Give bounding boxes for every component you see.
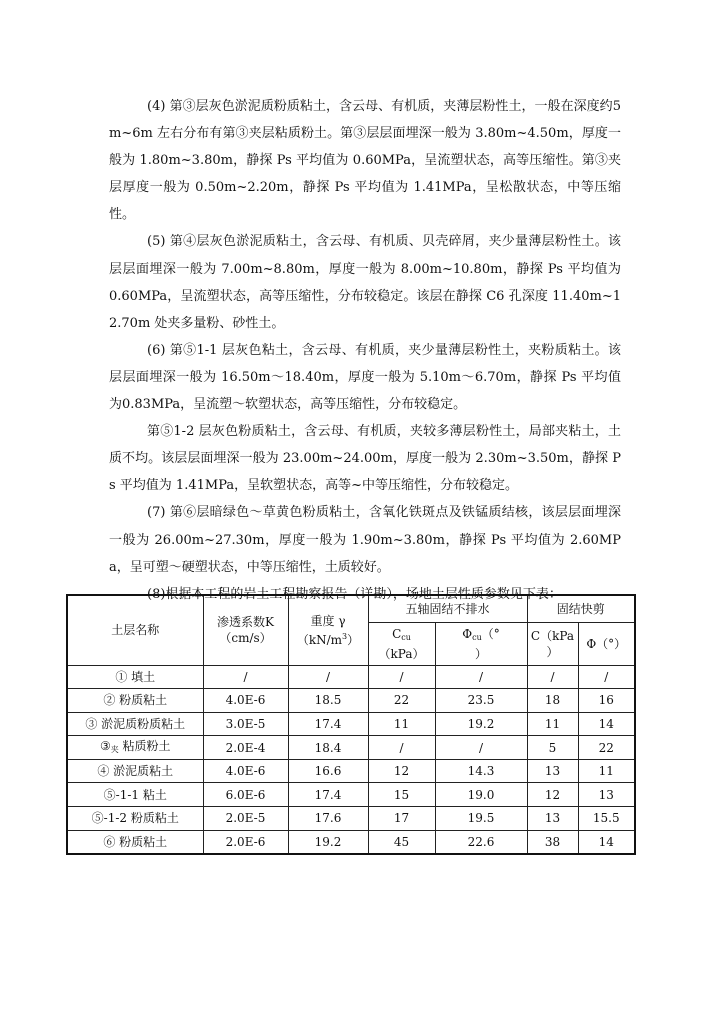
header-row-top <box>67 595 635 622</box>
phicu-sub: cu <box>472 632 482 642</box>
cell-k: 2.0E-4 <box>203 736 288 760</box>
cell-soil-name: ② 粉质粘土 <box>67 689 203 713</box>
cell-phicu: 14.3 <box>435 759 527 783</box>
ccu-letter: C <box>392 626 402 641</box>
unit-weight-unit-text: （kN/m <box>296 632 343 647</box>
cell-k: 2.0E-6 <box>203 830 288 854</box>
cell-soil-name: ⑤-1-2 粉质粘土 <box>67 807 203 831</box>
cell-phi: 11 <box>578 759 635 783</box>
soil-name-rest: 粘质粉土 <box>118 738 171 753</box>
cell-ccu: 12 <box>368 759 435 783</box>
cell-ccu: 11 <box>368 712 435 736</box>
unit-weight-unit-end: ） <box>347 632 360 647</box>
header-permeability-unit: （cm/s） <box>219 631 272 646</box>
cell-soil-name: ⑥ 粉质粘土 <box>67 830 203 854</box>
c-line1: C（kPa <box>530 628 575 643</box>
paragraph-layer-3: (4) 第③层灰色淤泥质粉质粘土，含云母、有机质，夹薄层粉性土，一般在深度约5m~6m 左右分布有第③夹层粘质粉土。第③层层面埋深一般为 3.80m~4.50m，厚度一般为 1.80m~3.80m，静探 Ps 平均值为 0.60MPa，呈流塑状态，高等压缩性。第③夹层厚度一般为 0.50m~2.20m，静探 Ps 平均值为 1.41MPa，呈松散状态，中等压缩性。 <box>109 99 621 223</box>
header-unit-weight-label: 重度 γ <box>310 613 346 628</box>
header-ccu <box>368 622 435 665</box>
cell-phi: 15.5 <box>578 807 635 831</box>
cell-c: 18 <box>527 689 578 713</box>
cell-c: 5 <box>527 736 578 760</box>
cell-c: / <box>527 665 578 689</box>
cell-gamma: 18.5 <box>288 689 368 713</box>
unit-weight-sup: 3 <box>342 631 348 641</box>
cell-k: 4.0E-6 <box>203 759 288 783</box>
cell-c: 38 <box>527 830 578 854</box>
cell-k: / <box>203 665 288 689</box>
header-direct-shear: 固结快剪 <box>527 595 635 622</box>
cell-soil-name <box>67 736 203 760</box>
cell-c: 13 <box>527 759 578 783</box>
cell-ccu: 22 <box>368 689 435 713</box>
cell-phicu: / <box>435 665 527 689</box>
table-row <box>67 712 635 736</box>
phicu-letter: Φ <box>462 626 473 641</box>
header-soil-name: 土层名称 <box>67 595 203 665</box>
header-c <box>527 622 578 665</box>
cell-k: 3.0E-5 <box>203 712 288 736</box>
cell-soil-name: ⑤-1-1 粘土 <box>67 783 203 807</box>
cell-ccu: 45 <box>368 830 435 854</box>
cell-phicu: 19.2 <box>435 712 527 736</box>
cell-gamma: 17.6 <box>288 807 368 831</box>
cell-gamma: 19.2 <box>288 830 368 854</box>
cell-k: 4.0E-6 <box>203 689 288 713</box>
soil-properties-table <box>66 594 636 855</box>
table-row <box>67 807 635 831</box>
cell-phi: 14 <box>578 712 635 736</box>
cell-soil-name: ③ 淤泥质粉质粘土 <box>67 712 203 736</box>
header-triaxial: 五轴固结不排水 <box>368 595 527 622</box>
header-unit-weight-unit <box>291 629 366 648</box>
cell-gamma: / <box>288 665 368 689</box>
paragraph-layer-6: (7) 第⑥层暗绿色～草黄色粉质粘土，含氧化铁斑点及铁锰质结核，该层层面埋深一般为 26.00m~27.30m，厚度一般为 1.90m~3.80m，静探 Ps 平均值为 2.60MPa，呈可塑～硬塑状态，中等压缩性，土质较好。 <box>109 505 621 575</box>
header-unit-weight <box>288 595 368 665</box>
cell-ccu: / <box>368 736 435 760</box>
header-permeability <box>203 595 288 665</box>
cell-phicu: / <box>435 736 527 760</box>
cell-phi: 13 <box>578 783 635 807</box>
cell-soil-name: ① 填土 <box>67 665 203 689</box>
cell-phicu: 22.6 <box>435 830 527 854</box>
cell-phicu: 19.5 <box>435 807 527 831</box>
paragraph-table-intro: (8)根据本工程的岩土工程勘察报告（详勘），场地土层性质参数见下表： <box>147 586 562 602</box>
soil-properties-table-wrap <box>66 594 636 855</box>
cell-phi: 16 <box>578 689 635 713</box>
table-row <box>67 759 635 783</box>
table-row <box>67 689 635 713</box>
cell-ccu: 15 <box>368 783 435 807</box>
cell-phicu: 19.0 <box>435 783 527 807</box>
header-permeability-label: 渗透系数K <box>217 615 274 630</box>
cell-gamma: 17.4 <box>288 712 368 736</box>
soil-name-main: ③ <box>99 738 111 753</box>
table-row <box>67 783 635 807</box>
soil-name-sub: 夹 <box>110 744 119 754</box>
ccu-unit: （kPa） <box>378 646 425 661</box>
cell-phi: / <box>578 665 635 689</box>
cell-phi: 22 <box>578 736 635 760</box>
table-row <box>67 736 635 760</box>
cell-phi: 14 <box>578 830 635 854</box>
cell-soil-name: ④ 淤泥质粘土 <box>67 759 203 783</box>
paragraph-layer-4: (5) 第④层灰色淤泥质粘土，含云母、有机质、贝壳碎屑，夹少量薄层粉性土。该层层面埋深一般为 7.00m~8.80m，厚度一般为 8.00m~10.80m，静探 Ps 平均值为0.60MPa，呈流塑状态，高等压缩性，分布较稳定。该层在静探 C6 孔深度 11.40m~12.70m 处夹多量粉、砂性土。 <box>109 234 621 331</box>
c-line2: ） <box>546 644 559 659</box>
cell-gamma: 16.6 <box>288 759 368 783</box>
cell-gamma: 18.4 <box>288 736 368 760</box>
cell-c: 12 <box>527 783 578 807</box>
phicu-unit: （° <box>481 626 500 641</box>
cell-ccu: / <box>368 665 435 689</box>
cell-c: 13 <box>527 807 578 831</box>
body-text <box>109 93 621 608</box>
phicu-line1 <box>438 626 525 646</box>
header-phi: Φ（°） <box>578 622 635 665</box>
paragraph-layer-5-1-1: (6) 第⑤1-1 层灰色粘土，含云母、有机质，夹少量薄层粉性土，夹粉质粘土。该层层面埋深一般为 16.50m～18.40m，厚度一般为 5.10m～6.70m，静探 Ps 平均值为0.83MPa，呈流塑～软塑状态，高等压缩性，分布较稳定。 <box>109 342 621 413</box>
cell-phicu: 23.5 <box>435 689 527 713</box>
table-row <box>67 665 635 689</box>
cell-gamma: 17.4 <box>288 783 368 807</box>
paragraph-layer-5-1-2: 第⑤1-2 层灰色粉质粘土，含云母、有机质，夹较多薄层粉性土，局部夹粘土，土质不均。该层层面埋深一般为 23.00m~24.00m，厚度一般为 2.30m~3.50m，静探 Ps 平均值为 1.41MPa，呈软塑状态，高等~中等压缩性，分布较稳定。 <box>109 424 621 494</box>
ccu-sub: cu <box>401 632 411 642</box>
cell-k: 2.0E-5 <box>203 807 288 831</box>
cell-ccu: 17 <box>368 807 435 831</box>
cell-k: 6.0E-6 <box>203 783 288 807</box>
phicu-line2: ） <box>474 646 487 661</box>
cell-c: 11 <box>527 712 578 736</box>
header-phicu <box>435 622 527 665</box>
table-row <box>67 830 635 854</box>
